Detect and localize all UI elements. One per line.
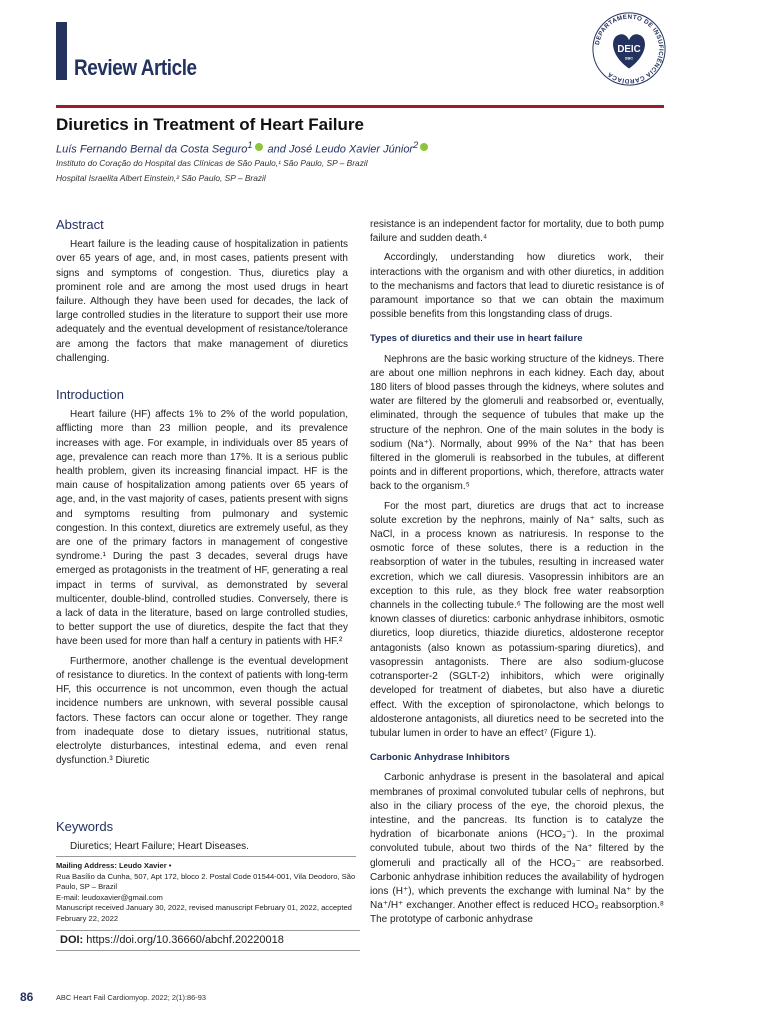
logo-small: SBC xyxy=(624,55,634,61)
body-paragraph: Heart failure (HF) affects 1% to 2% of the world population, afflicting more than 23 million people, and its prevalence increases with age. For example, in individuals over 85 years of age, prevalence can reach more than 17%. It is a serious public health problem, given its increasing financial impact. HF is the main cause of hospitalization among patients over 65 years of age, and, in the vast majority of cases, patients present with signs and symptoms resulting from pulmonary and systemic congestion. In this context, diuretics are extremely useful, as they are one of the primary factors in management of congestive syndrome.¹ During the past 3 decades, several drugs have emerged as protagonists in the treatment of HF, generating a real impact in terms of survival, as demonstrated by several multicenter, double-blind, controlled studies. Conversely, there is a lack of data in the literature, based on large controlled studies, to better support the use of diuretics, despite the fact that they have been used for more than half a century in patients with HF.² xyxy=(56,409,348,648)
keywords-list: Diuretics; Heart Failure; Heart Diseases. xyxy=(70,841,249,853)
mailing-label: Mailing Address: Leudo Xavier • xyxy=(56,861,172,870)
affiliation: Hospital Israelita Albert Einstein,² São Paulo, SP – Brazil xyxy=(56,173,266,183)
keywords-block xyxy=(56,820,348,854)
body-paragraph: For the most part, diuretics are drugs that act to increase solute excretion by the nephrons, mainly of Na⁺ salts, such as NaCl, in a process known as natriuresis. In response to the osmotic force of these solutes, there is a reduction in the reabsorption of water in the tubules, resulting in increased water excretion, which we call diuresis. Vasopressin inhibitors are an exception to this rule, as they block free water reabsorption channels in the collecting tubule.⁶ The following are the most well known classes of diuretics: carbonic anhydrase inhibitors, osmotic diuretics, loop diuretics, thiazide diuretics, aldosterone receptor antagonists (also known as potassium-sparing diuretics), and vasopressin antagonists. There are also sodium-glucose cotransporter-2 (SGLT-2) inhibitors, which were originally developed for treatment of diabetes, but also have a diuretic effect. With the exception of spironolactone, which belongs to aldosterone antagonists, all diuretics need to be secreted into the tubular lumen in order to have an effect⁷ (Figure 1). xyxy=(370,500,664,739)
keywords-heading: Keywords xyxy=(56,819,114,834)
body-paragraph: Accordingly, understanding how diuretics work, their interactions with the organism and with other diuretics, in addition to the mechanisms and factors that lead to diuretic resistance is of paramount importance so that we can obtain the maximum possible benefits from this longstanding class of drugs. xyxy=(370,252,664,321)
orcid-icon[interactable] xyxy=(255,143,263,151)
manuscript-dates: Manuscript received January 30, 2022, revised manuscript February 01, 2022, accepted February 22, 2022 xyxy=(56,903,352,923)
body-paragraph: resistance is an independent factor for mortality, due to both pump failure and sudden death.⁴ xyxy=(370,219,664,245)
body-paragraph: Carbonic anhydrase is present in the basolateral and apical membranes of proximal convoluted tubular cells of nephrons, but also in the ciliary process of the eye, the choroid plexus, the intestine, and the pancreas. Its function is to catalyze the hydration of bicarbonate anions (HCO₃⁻). In the proximal convoluted tubule, about two thirds of the Na⁺ filtered by the glomeruli and practically all of the HCO₃⁻ are reabsorbed. Carbonic anhydrase inhibition reduces the availability of hydrogen ions (H⁺), which prevents the exchange with luminal Na⁺ by the Na⁺/H⁺ exchanger. Another effect is reduced HCO₃ reabsorption.⁸ The prototype of carbonic anhydrase xyxy=(370,772,664,926)
author-separator: and xyxy=(264,143,289,156)
logo-abbr: DEIC xyxy=(617,43,641,55)
body-paragraph: Nephrons are the basic working structure of the kidneys. There are about one million nephrons in each kidney. Each day, about 180 liters of blood passes through the kidneys, where solutes and water are filtered by the glomeruli and reabsorbed or, eventually, eliminated, through the sequence of tubules that make up the structure of the nephron. One of the main solutes in the body is sodium (Na⁺). Normally, about 99% of the Na⁺ that has been filtered in the glomeruli is reabsorbed in the tubules, at different points and in different proportions, which, therefore, attracts water back to the organism.⁵ xyxy=(370,353,664,493)
author-name[interactable]: Luís Fernando Bernal da Costa Seguro xyxy=(56,143,248,156)
affiliation: Instituto do Coração do Hospital das Clínicas de São Paulo,¹ São Paulo, SP – Brazil xyxy=(56,158,368,168)
mailing-street: Rua Basílio da Cunha, 507, Apt 172, bloco 2. Postal Code 01544-001, Vila Deodoro, São Paulo, SP – Brazil xyxy=(56,871,356,892)
right-column xyxy=(370,218,664,933)
mailing-address xyxy=(56,856,356,925)
author-sup: 2 xyxy=(413,140,419,150)
doi-link[interactable]: https://doi.org/10.36660/abchf.20220018 xyxy=(86,934,284,946)
author-name[interactable]: José Leudo Xavier Júnior xyxy=(288,143,414,156)
orcid-icon[interactable] xyxy=(420,143,428,151)
doi-label: DOI: xyxy=(60,934,84,946)
introduction-heading: Introduction xyxy=(56,387,124,403)
author-sup: 1 xyxy=(247,140,253,150)
header-divider xyxy=(56,105,664,108)
page-number: 86 xyxy=(20,990,34,1004)
author-line xyxy=(56,140,430,156)
mailing-email[interactable]: E-mail: leudoxavier@gmail.com xyxy=(56,892,163,902)
article-title: Diuretics in Treatment of Heart Failure xyxy=(56,115,364,134)
article-type: Review Article xyxy=(74,55,197,80)
abstract-paragraph: Heart failure is the leading cause of hospitalization in patients over 65 years of age, and, in most cases, patients present with signs and symptoms of congestion. Thus, diuretics play a prominent role and are among the most used drugs in heart failure. Although they have been used for decades, the lack of large controlled studies in the literature to support their use more adequately and the eventual development of resistance/tolerance are among the factors that make management of diuretics challenging. xyxy=(56,239,348,364)
body-paragraph: Furthermore, another challenge is the eventual development of resistance to diuretics. In the context of patients with long-term HF, this occurrence is not uncommon, even though the actual incidence numbers are unknown, with several possible causal factors. These factors can occur alone or together. They range from inadequate dose to dietary issues, nutritional status, electrolyte disturbances, intestinal edema, and even renal dysfunction.³ Diuretic xyxy=(56,655,348,767)
left-column xyxy=(56,218,348,773)
journal-citation: ABC Heart Fail Cardiomyop. 2022; 2(1):86-93 xyxy=(56,993,206,1002)
header-accent-bar xyxy=(56,22,67,80)
cai-heading: Carbonic Anhydrase Inhibitors xyxy=(370,752,510,764)
deic-logo xyxy=(590,10,668,88)
doi-box xyxy=(56,930,360,951)
logo-ring-text: DEPARTAMENTO DE INSUFICIÊNCIA CARDÍACA xyxy=(594,13,665,85)
types-heading: Types of diuretics and their use in heart failure xyxy=(370,333,583,345)
abstract-heading: Abstract xyxy=(56,217,104,232)
